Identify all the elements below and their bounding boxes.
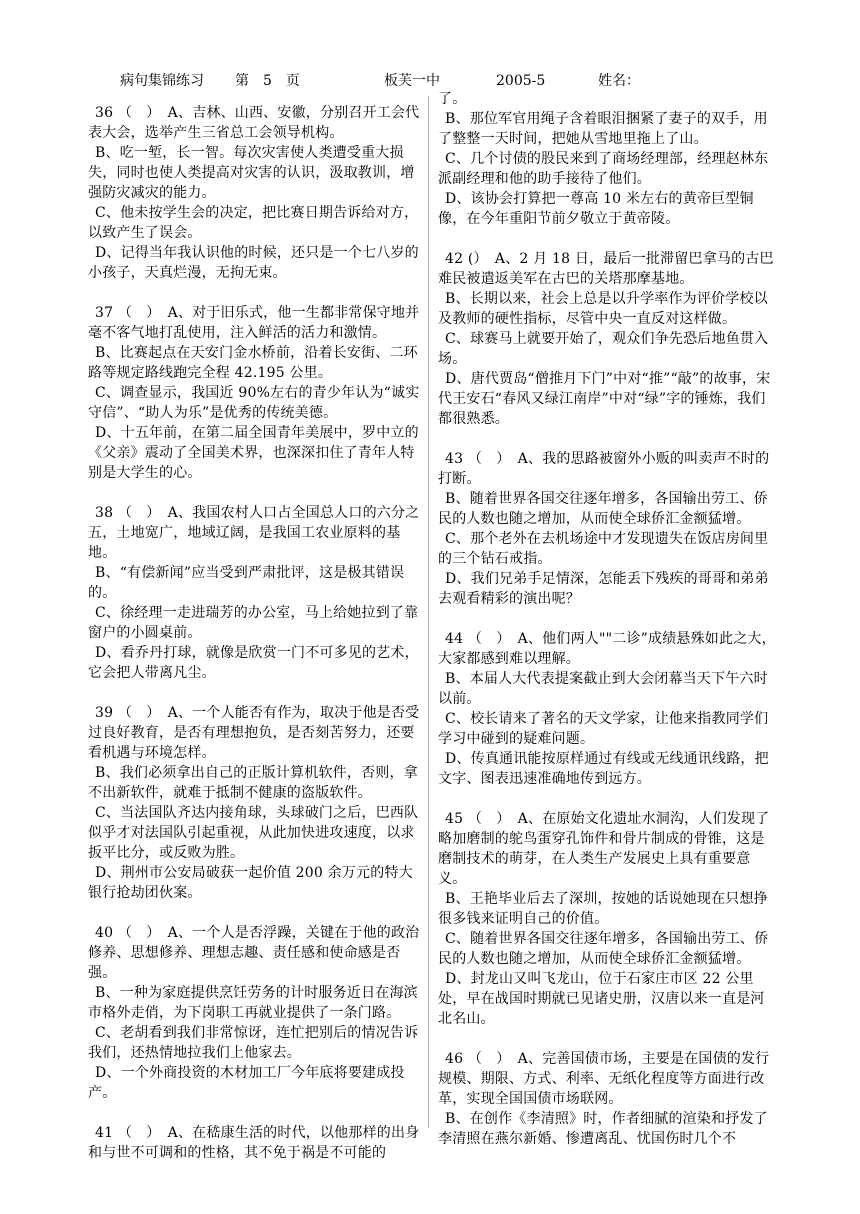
question-41-continued — [438, 89, 776, 229]
option-d: D、十五年前，在第二届全国青年美展中，罗中立的《父亲》震动了全国美术界，也深深扣住了青年人特别是大学生的心。 — [88, 425, 419, 481]
name-field-label: 姓名： — [598, 73, 640, 89]
question-stem: 43 （ ） A、我的思路被窗外小贩的叫卖声不时的打断。 — [438, 451, 770, 487]
option-d: D、我们兄弟手足情深，怎能丢下残疾的哥哥和弟弟去观看精彩的演出呢？ — [438, 571, 769, 607]
option-c: C、校长请来了著名的天文学家，让他来指教同学们学习中碰到的疑难问题。 — [438, 711, 769, 747]
question-stem: 36 （ ） A、吉林、山西、安徽，分别召开工会代表大会，选举产生三省总工会领导机构。 — [88, 105, 420, 141]
option-b: B、随着世界各国交往逐年增多，各国输出劳工、侨民的人数也随之增加，从而使全球侨汇金额猛增。 — [438, 491, 768, 527]
option-b: B、长期以来，社会上总是以升学率作为评价学校以及教师的硬性指标，尽管中央一直反对这样做。 — [438, 291, 768, 327]
option-b: B、那位军官用绳子含着眼泪捆紧了妻子的双手，用了整整一天时间，把她从雪地里拖上了山。 — [438, 111, 768, 147]
question-41 — [88, 1123, 424, 1163]
option-d: D、看乔丹打球，就像是欣赏一门不可多见的艺术，它会把人带离凡尘。 — [88, 645, 419, 681]
option-b: B、“有偿新闻”应当受到严肃批评，这是极其错误的。 — [88, 565, 405, 601]
date-label: 2005-5 — [496, 73, 546, 89]
question-37 — [88, 303, 424, 483]
option-b: B、吃一堑，长一智。每次灾害使人类遭受重大损失，同时也使人类提高对灾害的认识，汲取教训，增强防灾减灾的能力。 — [88, 145, 415, 201]
question-stem: 46 （ ） A、完善国债市场，主要是在国债的发行规模、期限、方式、利率、无纸化程度等方面进行改革，实现全国国债市场联网。 — [438, 1051, 770, 1107]
question-39 — [88, 703, 424, 903]
question-stem: 41 （ ） A、在嵇康生活的时代，以他那样的出身和与世不可调和的性格，其不免于祸是不可能的 — [88, 1125, 420, 1161]
option-c: C、徐经理一走进瑞芳的办公室，马上给她拉到了靠窗户的小圆桌前。 — [88, 605, 419, 641]
option-b: B、我们必须拿出自己的正版计算机软件，否则，拿不出新软件，就难于抵制不健康的盗版软件。 — [88, 765, 418, 801]
option-c: C、球赛马上就要开始了，观众们争先恐后地鱼贯入场。 — [438, 331, 769, 367]
option-d: D、该协会打算把一尊高 10 米左右的黄帝巨型铜像，在今年重阳节前夕敬立于黄帝陵。 — [438, 191, 754, 227]
option-d: D、一个外商投资的木材加工厂今年底将要建成投产。 — [88, 1065, 405, 1101]
option-b: B、在创作《李清照》时，作者细腻的渲染和抒发了李清照在燕尔新婚、惨遭离乱、忧国伤时几个不 — [438, 1111, 768, 1147]
option-c: C、当法国队齐达内接角球，头球破门之后，巴西队似乎才对法国队引起重视，从此加快进攻速度，以求扳平比分，或反败为胜。 — [88, 805, 419, 861]
option-c: C、调查显示，我国近 90%左右的青少年认为“诚实守信”、“助人为乐”是优秀的传统美德。 — [88, 385, 420, 421]
option-d: D、封龙山又叫飞龙山，位于石家庄市区 22 公里处，早在战国时期就已见诸史册，汉唐以来一直是河北名山。 — [438, 971, 765, 1027]
page-number: 第 5 页 — [235, 73, 300, 89]
question-42 — [438, 249, 776, 429]
question-38 — [88, 503, 424, 683]
column-divider — [428, 96, 429, 1128]
option-b: B、王艳毕业后去了深圳，按她的话说她现在只想挣很多钱来证明自己的价值。 — [438, 891, 768, 927]
option-c: C、几个讨债的股民来到了商场经理部，经理赵林东派副经理和他的助手接待了他们。 — [438, 151, 769, 187]
question-stem: 40 （ ） A、一个人是否浮躁，关键在于他的政治修养、思想修养、理想志趣、责任感和使命感是否强。 — [88, 925, 420, 981]
option-d: D、荆州市公安局破获一起价值 200 余万元的特大银行抢劫团伙案。 — [88, 865, 413, 901]
school-name: 板芙一中 — [384, 73, 440, 89]
question-43 — [438, 449, 776, 609]
question-44 — [438, 629, 776, 789]
question-stem: 37 （ ） A、对于旧乐式，他一生都非常保守地并毫不客气地打乱使用，注入鲜活的活力和激情。 — [88, 305, 420, 341]
option-d: D、记得当年我认识他的时候，还只是一个七八岁的小孩子，天真烂漫，无拘无束。 — [88, 245, 419, 281]
question-45 — [438, 809, 776, 1029]
option-c: C、那个老外在去机场途中才发现遗失在饭店房间里的三个钻石戒指。 — [438, 531, 769, 567]
option-a-tail: 了。 — [438, 91, 467, 107]
option-d: D、传真通讯能按原样通过有线或无线通讯线路，把文字、图表迅速准确地传到远方。 — [438, 751, 769, 787]
option-b: B、本届人大代表提案截止到大会闭幕当天下午六时以前。 — [438, 671, 768, 707]
question-40 — [88, 923, 424, 1103]
question-stem: 44 （ ） A、他们两人""二诊”成绩悬殊如此之大，大家都感到难以理解。 — [438, 631, 776, 667]
question-46 — [438, 1049, 776, 1149]
option-c: C、老胡看到我们非常惊讶，连忙把别后的情况告诉我们，还热情地拉我们上他家去。 — [88, 1025, 419, 1061]
option-c: C、随着世界各国交往逐年增多，各国输出劳工、侨民的人数也随之增加，从而使全球侨汇金额猛增。 — [438, 931, 769, 967]
left-column — [88, 103, 424, 1183]
right-column — [438, 89, 776, 1169]
question-stem: 39 （ ） A、一个人能否有作为，取决于他是否受过良好教育，是否有理想抱负，是否刻苦努力，还要看机遇与环境怎样。 — [88, 705, 420, 761]
question-stem: 42 (） A、2 月 18 日，最后一批滞留巴拿马的古巴难民被遣返美军在古巴的关塔那摩基地。 — [438, 251, 774, 287]
option-b: B、一种为家庭提供烹饪劳务的计时服务近日在海滨市格外走俏，为下岗职工再就业提供了一条门路。 — [88, 985, 418, 1021]
question-36 — [88, 103, 424, 283]
question-stem: 45 （ ） A、在原始文化遗址水洞沟，人们发现了略加磨制的鸵鸟蛋穿孔饰件和骨片制成的骨锥，这是磨制技术的萌芽，在人类生产发展史上具有重要意义。 — [438, 811, 770, 887]
question-stem: 38 （ ） A、我国农村人口占全国总人口的六分之五，土地宽广，地域辽阔，是我国工农业原料的基地。 — [88, 505, 420, 561]
option-c: C、他未按学生会的决定，把比赛日期告诉给对方，以致产生了误会。 — [88, 205, 419, 241]
option-b: B、比赛起点在天安门金水桥前，沿着长安街、二环路等规定路线跑完全程 42.195 公里。 — [88, 345, 418, 381]
option-d: D、唐代贾岛“僧推月下门”中对“推”“敲”的故事，宋代王安石“春风又绿江南岸”中对“绿”字的锤炼，我们都很熟悉。 — [438, 371, 771, 427]
worksheet-title: 病句集锦练习 — [120, 73, 204, 89]
